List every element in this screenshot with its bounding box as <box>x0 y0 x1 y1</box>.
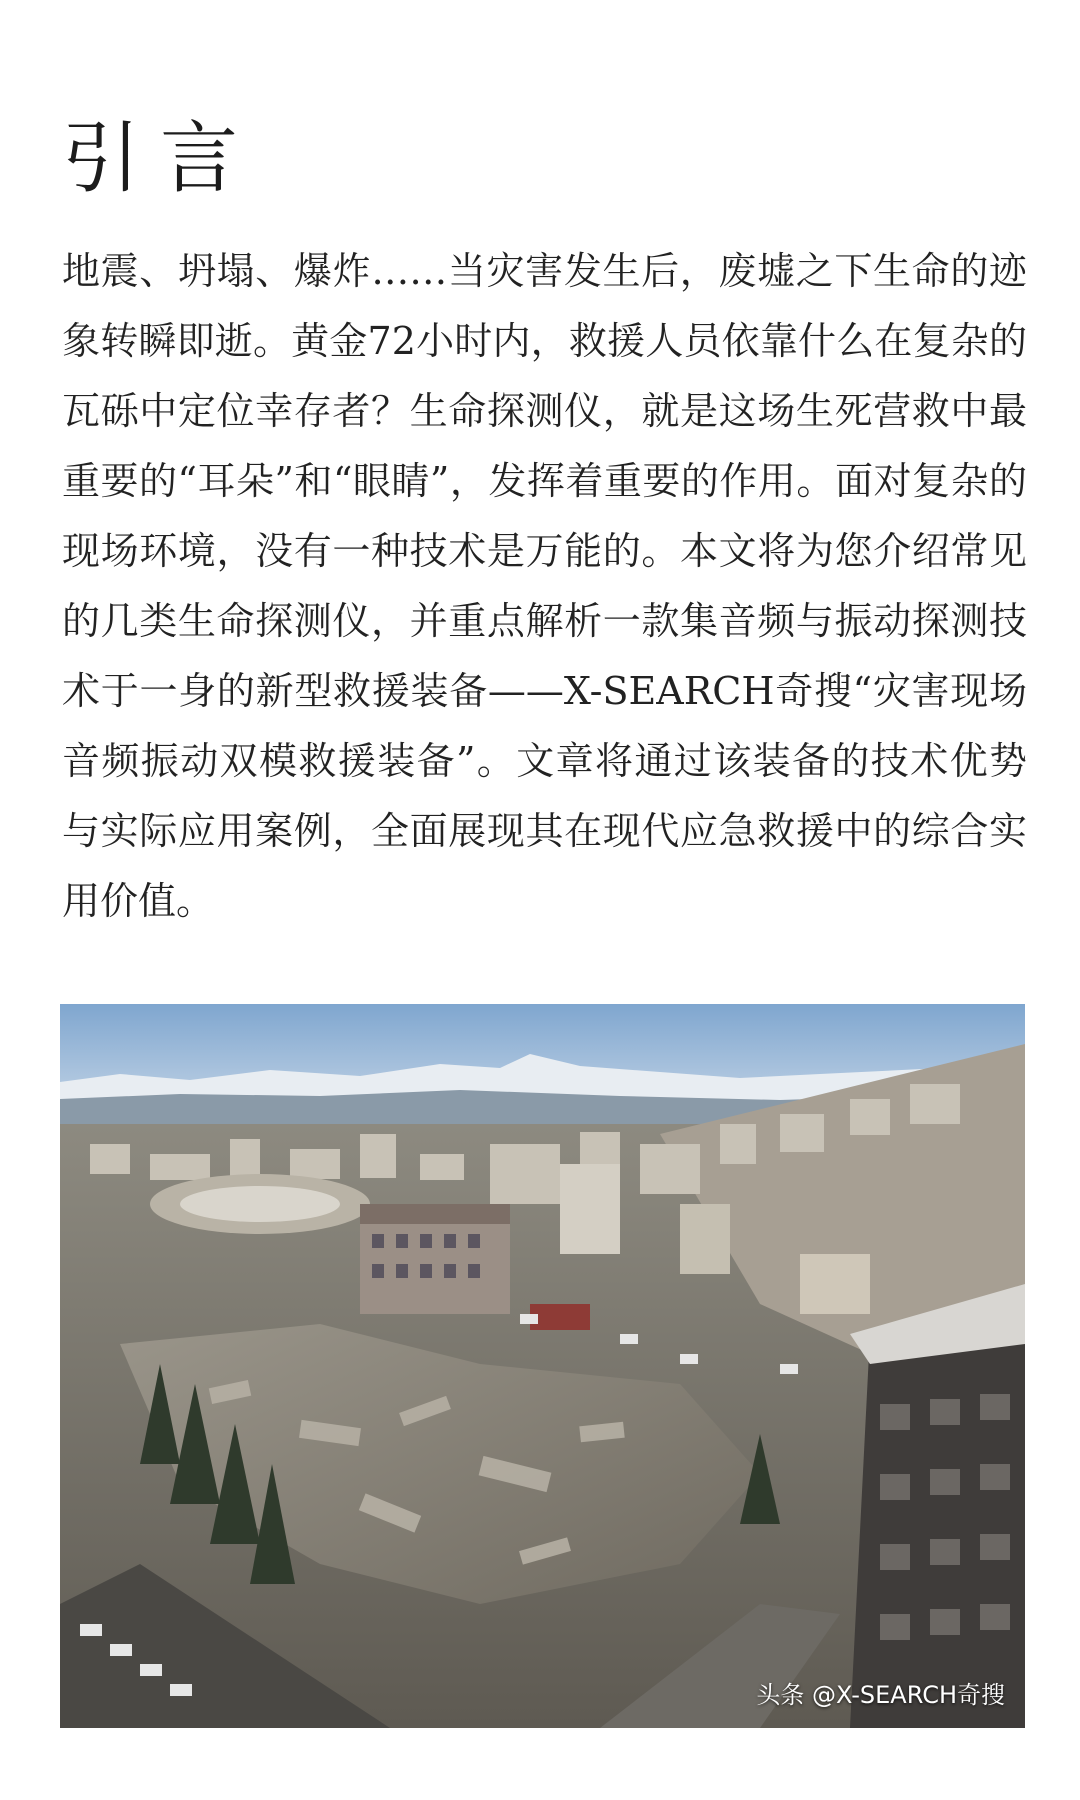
section-heading: 引言 <box>62 114 259 205</box>
intro-paragraph: 地震、坍塌、爆炸……当灾害发生后，废墟之下生命的迹象转瞬即逝。黄金72小时内，救援人员依靠什么在复杂的瓦砾中定位幸存者？生命探测仪，就是这场生死营救中最重要的“耳朵”和“眼睛”，发挥着重要的作用。面对复杂的现场环境，没有一种技术是万能的。本文将为您介绍常见的几类生命探测仪，并重点解析一款集音频与振动探测技术于一身的新型救援装备——X-SEARCH奇搜“灾害现场音频振动双模救援装备”。文章将通过该装备的技术优势与实际应用案例，全面展现其在现代应急救援中的综合实用价值。 <box>62 249 1027 923</box>
earthquake-aerial-photo <box>60 1004 1025 1728</box>
photo-watermark: 头条 @X-SEARCH奇搜 <box>756 1681 1005 1709</box>
